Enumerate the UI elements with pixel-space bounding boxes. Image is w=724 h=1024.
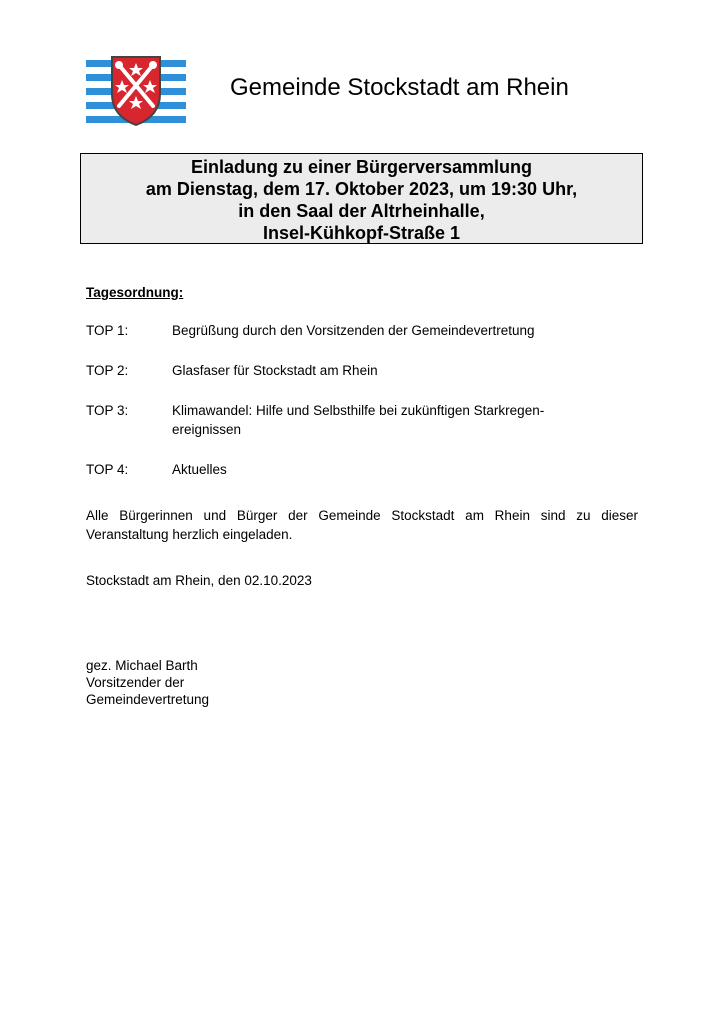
agenda-item-number: TOP 4: (86, 462, 129, 477)
signatory-role: Gemeindevertretung (86, 692, 210, 707)
invitation-date-time: am Dienstag, dem 17. Oktober 2023, um 19:30 Uhr, (145, 179, 578, 199)
agenda-item-line: Glasfaser für Stockstadt am Rhein (172, 363, 378, 378)
invitation-box (80, 153, 643, 244)
invitation-venue: in den Saal der Altrheinhalle, (238, 201, 485, 221)
agenda-item-line: ereignissen (172, 422, 242, 437)
agenda-item (86, 401, 646, 439)
agenda-item-text (172, 460, 646, 479)
invitation-note-line: Alle Bürgerinnen und Bürger der Gemeinde Stockstadt am Rhein sind zu dieser (86, 508, 638, 523)
agenda-item (86, 321, 646, 340)
agenda-item-line: Aktuelles (172, 462, 227, 477)
agenda-item-number: TOP 1: (86, 323, 129, 338)
invitation-address: Insel-Kühkopf-Straße 1 (262, 223, 461, 243)
signatory-role: Vorsitzender der (86, 675, 185, 690)
signatory-name: gez. Michael Barth (86, 658, 198, 673)
invitation-note (86, 506, 638, 544)
invitation-title: Einladung zu einer Bürgerversammlung (190, 157, 533, 177)
municipality-title: Gemeinde Stockstadt am Rhein (230, 74, 569, 101)
agenda-item-number: TOP 2: (86, 363, 129, 378)
agenda-item-text (172, 361, 646, 380)
agenda-item-line: Klimawandel: Hilfe und Selbsthilfe bei zukünftigen Starkregen- (172, 403, 545, 418)
agenda-item (86, 460, 646, 479)
agenda-heading: Tagesordnung: (86, 285, 184, 300)
agenda-item-line: Begrüßung durch den Vorsitzenden der Gemeindevertretung (172, 323, 535, 338)
invitation-note-line: Veranstaltung herzlich eingeladen. (86, 527, 293, 542)
agenda-item-text (172, 401, 646, 439)
signature-block (86, 657, 209, 708)
place-date: Stockstadt am Rhein, den 02.10.2023 (86, 573, 312, 588)
agenda-item (86, 361, 646, 380)
agenda-item-text (172, 321, 646, 340)
agenda-item-number: TOP 3: (86, 403, 129, 418)
coat-of-arms-icon (86, 56, 186, 126)
agenda-list (86, 321, 646, 500)
